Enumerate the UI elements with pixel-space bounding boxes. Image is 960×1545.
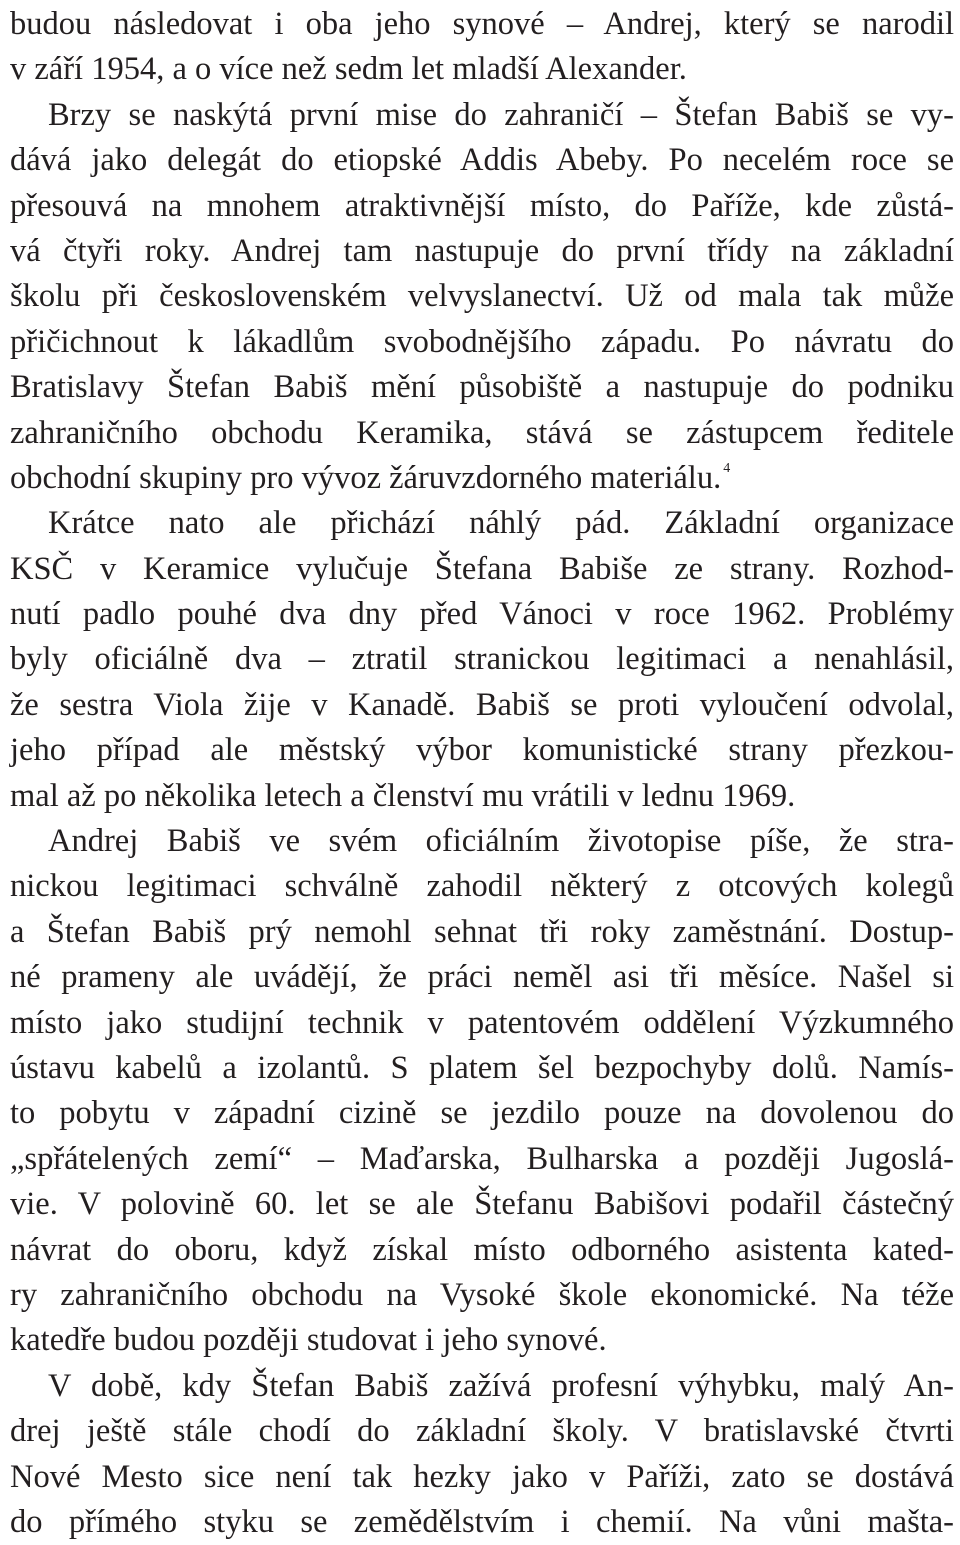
text-line: obchodní skupiny pro vývoz žáruvzdorného materiálu. (10, 459, 722, 496)
text-line: ústavu kabelů a izolantů. S platem šel bezpochyby dolů. Namís- (10, 1049, 954, 1086)
text-line: KSČ v Keramice vylučuje Štefana Babiše ze strany. Rozhod- (10, 550, 954, 587)
text-line: dává jako delegát do etiopské Addis Abeby. Po necelém roce se (10, 142, 954, 179)
text-line: né prameny ale uvádějí, že práci neměl asi tři měsíce. Našel si (10, 959, 954, 996)
text-line: přesouvá na mnohem atraktivnější místo, do Paříže, kde zůstá- (10, 187, 954, 224)
book-page (10, 2, 954, 1545)
text-line: návrat do oboru, když získal místo odborného asistenta kated- (10, 1231, 954, 1268)
text-line: nickou legitimaci schválně zahodil některý z otcových kolegů (10, 868, 954, 905)
text-line: do přímého styku se zemědělstvím i chemií. Na vůni mašta- (10, 1503, 954, 1540)
paragraph-first-line: Krátce nato ale přichází náhlý pád. Základní organizace (48, 505, 954, 542)
text-line: Bratislavy Štefan Babiš mění působiště a nastupuje do podniku (10, 369, 954, 406)
text-line: nutí padlo pouhé dva dny před Vánoci v roce 1962. Problémy (10, 596, 954, 633)
text-line: že sestra Viola žije v Kanadě. Babiš se proti vyloučení odvolal, (10, 686, 954, 723)
text-line: mal až po několika letech a členství mu vrátili v lednu 1969. (10, 777, 796, 814)
text-line: v září 1954, a o více než sedm let mladší Alexander. (10, 51, 687, 88)
text-line: to pobytu v západní cizině se jezdilo pouze na dovolenou do (10, 1095, 954, 1132)
text-line: katedře budou později studovat i jeho synové. (10, 1322, 607, 1359)
text-line: budou následovat i oba jeho synové – Andrej, který se narodil (10, 6, 954, 42)
text-line: jeho případ ale městský výbor komunistické strany přezkou- (10, 732, 954, 769)
paragraph-first-line: Andrej Babiš ve svém oficiálním životopise píše, že stra- (48, 823, 954, 860)
text-line: a Štefan Babiš prý nemohl sehnat tři roky zaměstnání. Dostup- (10, 913, 954, 950)
text-line: byly oficiálně dva – ztratil stranickou legitimaci a nenahlásil, (10, 641, 954, 678)
text-line-with-footnote (10, 456, 954, 501)
text-line: zahraničního obchodu Keramika, stává se zástupcem ředitele (10, 414, 954, 451)
text-line: školu při československém velvyslanectví. Už od mala tak může (10, 278, 954, 315)
text-line: přičichnout k lákadlům svobodnějšího západu. Po návratu do (10, 323, 954, 360)
paragraph-first-line: Brzy se naskýtá první mise do zahraničí – Štefan Babiš se vy- (48, 96, 954, 133)
text-line: ry zahraničního obchodu na Vysoké škole ekonomické. Na téže (10, 1276, 954, 1313)
text-line: drej ještě stále chodí do základní školy. V bratislavské čtvrti (10, 1413, 954, 1450)
footnote-reference[interactable]: 4 (723, 461, 731, 477)
text-line: „spřátelených zemí“ – Maďarska, Bulharska a později Jugoslá- (10, 1140, 954, 1177)
text-line: Nové Mesto sice není tak hezky jako v Paříži, zato se dostává (10, 1458, 954, 1495)
text-line: vie. V polovině 60. let se ale Štefanu Babišovi podařil částečný (10, 1186, 954, 1223)
paragraph-first-line: V době, kdy Štefan Babiš zažívá profesní výhybku, malý An- (48, 1367, 954, 1404)
text-line: vá čtyři roky. Andrej tam nastupuje do první třídy na základní (10, 232, 954, 269)
text-line: místo jako studijní technik v patentovém oddělení Výzkumného (10, 1004, 954, 1041)
